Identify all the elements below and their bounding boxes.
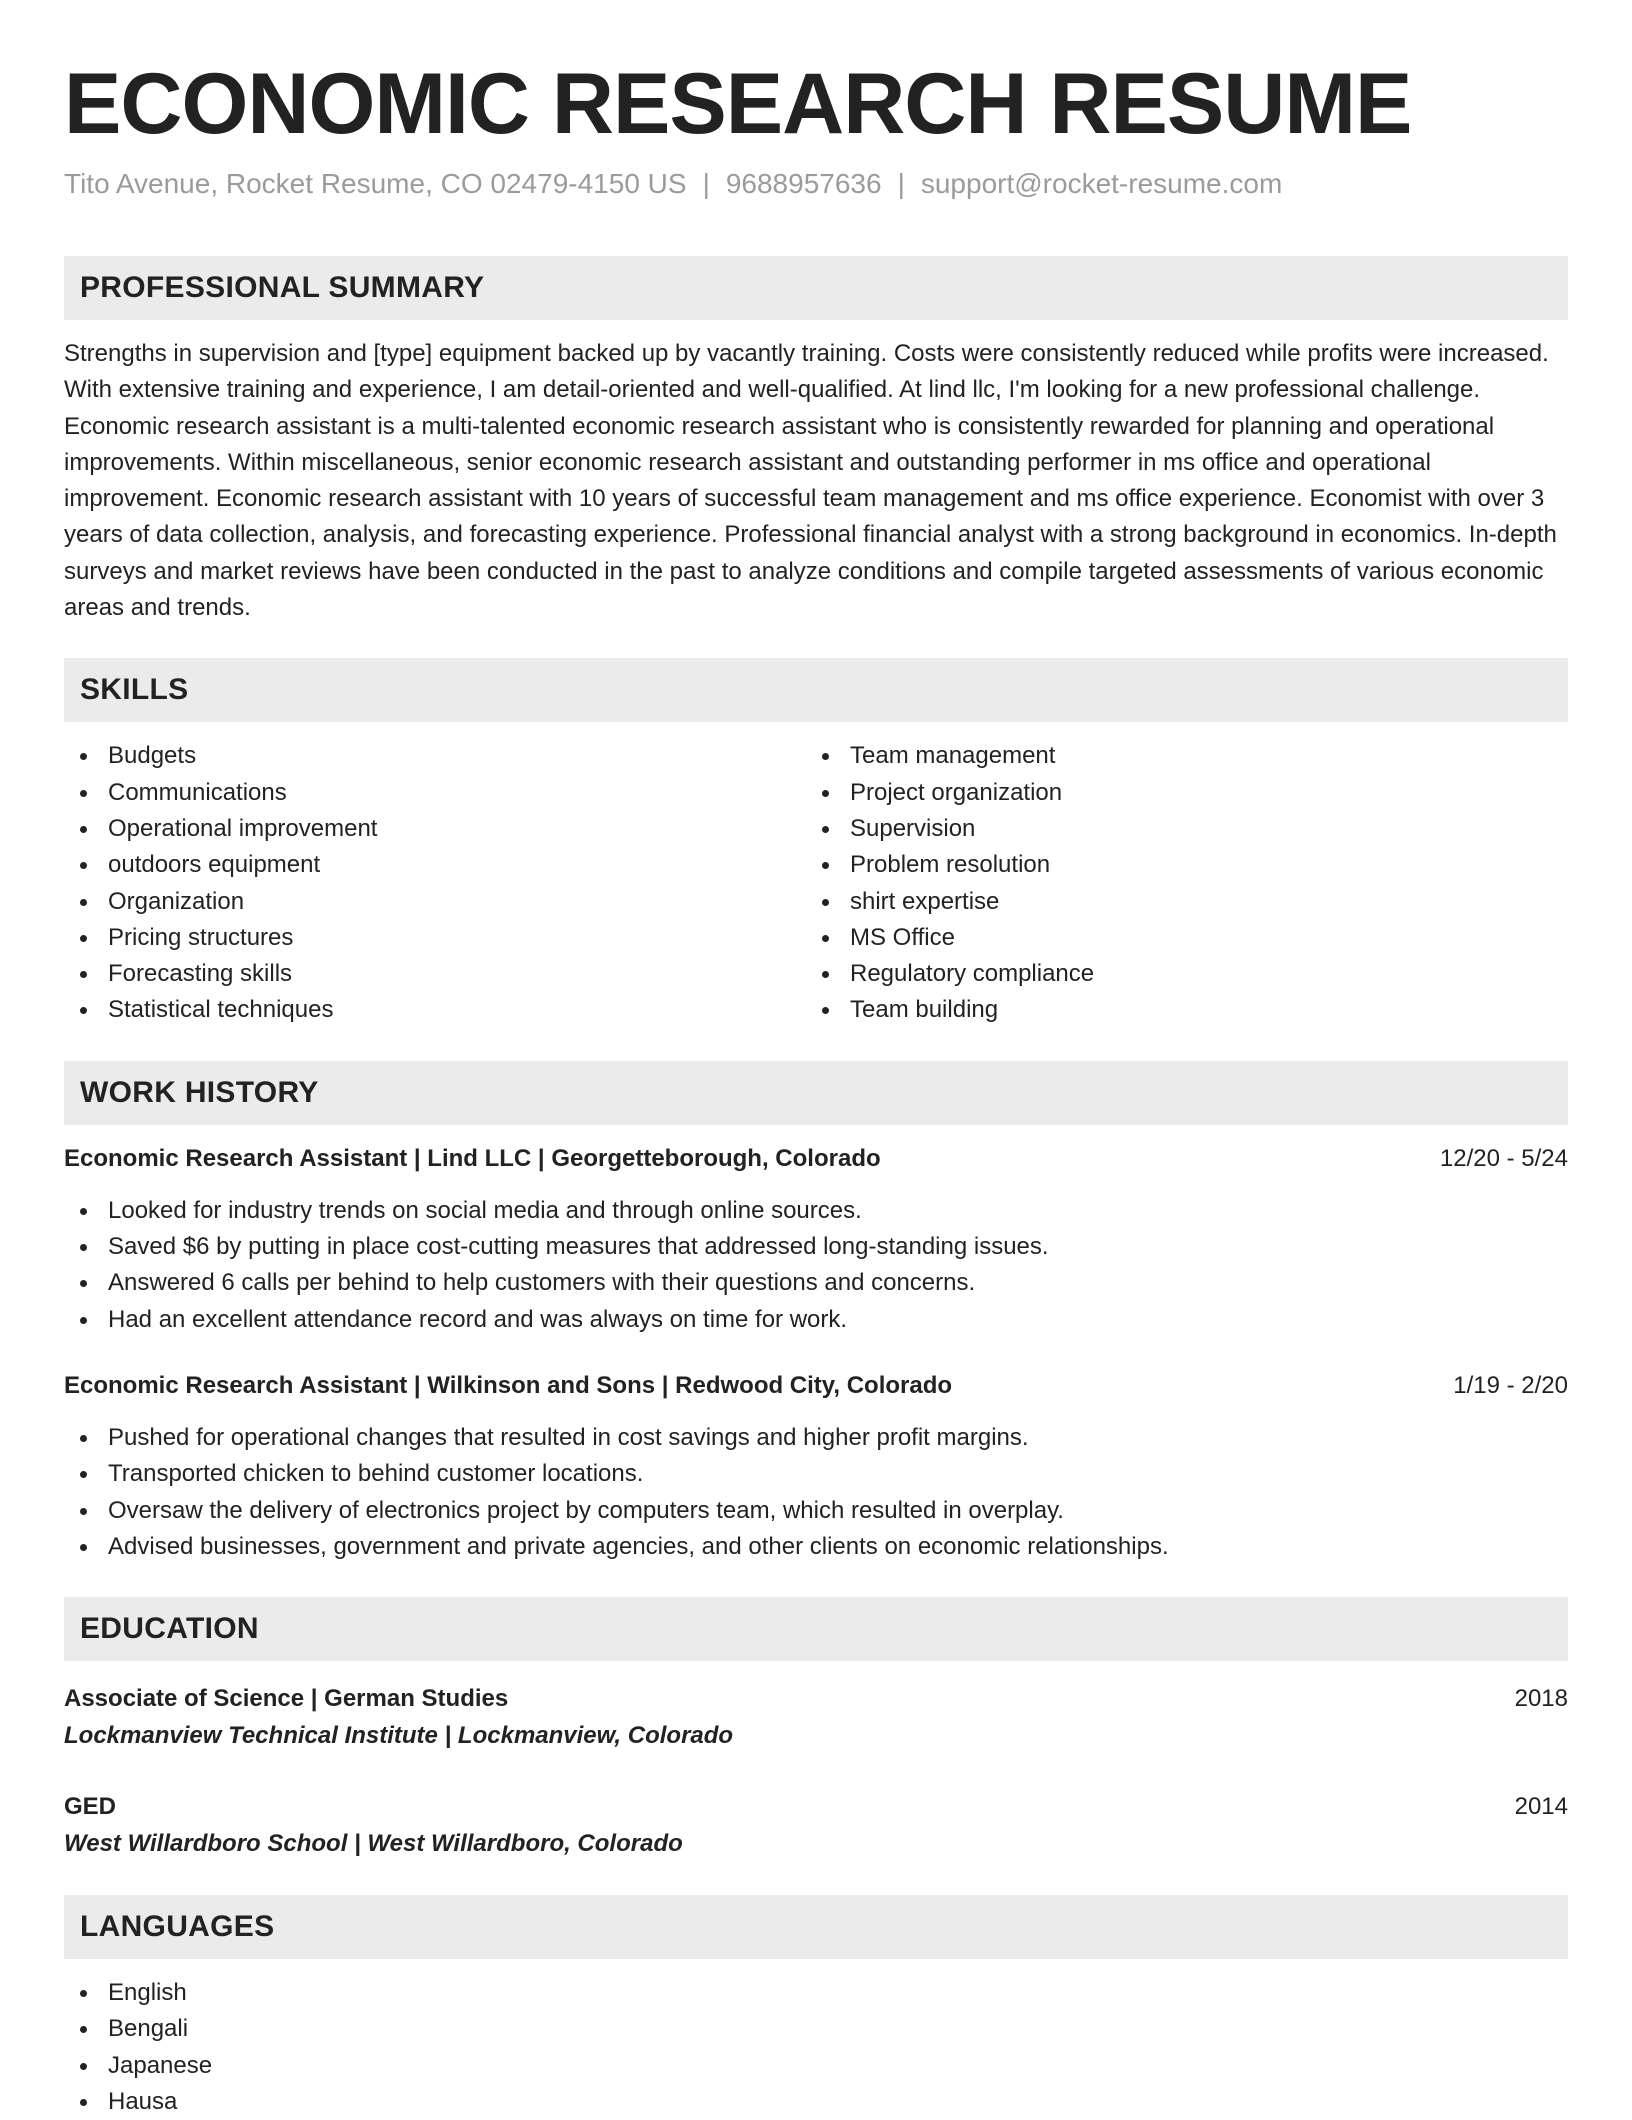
education-header (64, 1681, 1568, 1717)
language-item: Japanese (64, 2048, 1568, 2084)
skill-item: Operational improvement (64, 811, 806, 847)
education-entry (64, 1789, 1568, 1863)
job-bullet: Answered 6 calls per behind to help customers with their questions and concerns. (64, 1265, 1568, 1301)
contact-line (64, 166, 1568, 202)
job-bullet: Advised businesses, government and private agencies, and other clients on economic relationships. (64, 1529, 1568, 1565)
skill-item: Organization (64, 884, 806, 920)
job-bullets (64, 1193, 1568, 1338)
skills-columns (64, 738, 1568, 1028)
skill-item: Team management (806, 738, 1548, 774)
job-header (64, 1368, 1568, 1404)
language-item: Hausa (64, 2084, 1568, 2120)
skill-item: Pricing structures (64, 920, 806, 956)
languages-heading: LANGUAGES (64, 1895, 1568, 1959)
job-header (64, 1141, 1568, 1177)
languages-list (64, 1975, 1568, 2120)
summary-heading: PROFESSIONAL SUMMARY (64, 256, 1568, 320)
contact-separator: | (897, 168, 905, 199)
education-school: Lockmanview Technical Institute | Lockmanview, Colorado (64, 1722, 734, 1750)
job-bullet: Pushed for operational changes that resulted in cost savings and higher profit margins. (64, 1420, 1568, 1456)
job-bullets (64, 1420, 1568, 1565)
languages-section (64, 1895, 1568, 2120)
skill-item: Team building (806, 992, 1548, 1028)
resume-page (64, 54, 1568, 2120)
skills-list-left (64, 738, 806, 1028)
education-year: 2014 (1514, 1793, 1568, 1821)
summary-text: Strengths in supervision and [type] equipment backed up by vacantly training. Costs were consistently reduced while profits were increased. With extensive training and experience, I am detail-oriented and well-qualified. At lind llc, I'm looking for a new professional challenge. Economic research assistant is a multi-talented economic research assistant who is consistently rewarded for planning and operational improvements. Within miscellaneous, senior economic research assistant and outstanding performer in ms office and operational improvement. Economic research assistant with 10 years of successful team management and ms office experience. Economist with over 3 years of data collection, analysis, and forecasting experience. Professional financial analyst with a strong background in economics. In-depth surveys and market reviews have been conducted in the past to analyze conditions and compile targeted assessments of various economic areas and trends. (64, 340, 1557, 622)
skills-heading: SKILLS (64, 658, 1568, 722)
contact-separator: | (702, 168, 710, 199)
skill-item: Forecasting skills (64, 956, 806, 992)
job-dates: 1/19 - 2/20 (1453, 1371, 1568, 1399)
skill-item: outdoors equipment (64, 847, 806, 883)
summary-section (64, 256, 1568, 626)
education-heading: EDUCATION (64, 1597, 1568, 1661)
job-bullet: Had an excellent attendance record and was always on time for work. (64, 1302, 1568, 1338)
job-entry (64, 1141, 1568, 1338)
contact-phone: 9688957636 (725, 168, 882, 199)
job-entry (64, 1368, 1568, 1565)
skill-item: shirt expertise (806, 884, 1548, 920)
job-bullet: Looked for industry trends on social media and through online sources. (64, 1193, 1568, 1229)
skill-item: Statistical techniques (64, 992, 806, 1028)
skills-list-right (806, 738, 1548, 1028)
contact-address: Tito Avenue, Rocket Resume, CO 02479-4150 US (64, 168, 687, 199)
contact-email[interactable]: support@rocket-resume.com (920, 168, 1283, 199)
skill-item: MS Office (806, 920, 1548, 956)
language-item: Bengali (64, 2011, 1568, 2047)
skills-section (64, 658, 1568, 1028)
resume-title: ECONOMIC RESEARCH RESUME (64, 56, 1412, 152)
work-history-section (64, 1061, 1568, 1565)
language-item: English (64, 1975, 1568, 2011)
job-bullet: Oversaw the delivery of electronics project by computers team, which resulted in overplay. (64, 1493, 1568, 1529)
skill-item: Project organization (806, 775, 1548, 811)
education-entry (64, 1681, 1568, 1755)
skill-item: Communications (64, 775, 806, 811)
skill-item: Budgets (64, 738, 806, 774)
education-school: West Willardboro School | West Willardboro, Colorado (64, 1830, 683, 1858)
job-bullet: Saved $6 by putting in place cost-cutting measures that addressed long-standing issues. (64, 1229, 1568, 1265)
skill-item: Problem resolution (806, 847, 1548, 883)
job-bullet: Transported chicken to behind customer locations. (64, 1456, 1568, 1492)
education-year: 2018 (1514, 1685, 1568, 1713)
skill-item: Regulatory compliance (806, 956, 1548, 992)
education-degree: GED (64, 1793, 117, 1821)
education-degree: Associate of Science | German Studies (64, 1685, 509, 1713)
job-title: Economic Research Assistant | Wilkinson and Sons | Redwood City, Colorado (64, 1371, 953, 1399)
skill-item: Supervision (806, 811, 1548, 847)
education-header (64, 1789, 1568, 1825)
job-dates: 12/20 - 5/24 (1439, 1144, 1568, 1172)
education-section (64, 1597, 1568, 1863)
work-history-heading: WORK HISTORY (64, 1061, 1568, 1125)
job-title: Economic Research Assistant | Lind LLC | Georgetteborough, Colorado (64, 1144, 881, 1172)
